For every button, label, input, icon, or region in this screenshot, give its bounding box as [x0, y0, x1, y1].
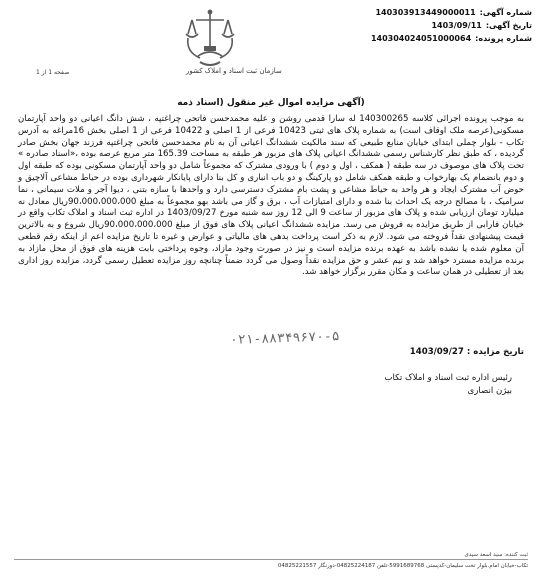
footer-registrar-label: ثبت کننده:	[504, 552, 528, 558]
auction-date-label: تاریخ مزایده :	[466, 347, 524, 357]
footer-address: تکاب-خیابان امام.بلوار تخت سلیمان-کدپستی 5991689768-تلفن 04825224187-دورنگار 04825221557	[277, 563, 528, 569]
notice-date-row	[232, 19, 532, 32]
notice-number: 140303913449000011	[375, 8, 476, 17]
notice-number-row	[232, 6, 532, 19]
judiciary-emblem-icon	[170, 6, 250, 76]
notice-number-label: شماره آگهی:	[479, 8, 532, 17]
case-number-row	[232, 32, 532, 45]
signature-block	[384, 372, 512, 398]
footer-registrar-name: سید اسعد سیدی	[464, 552, 503, 558]
org-name: سازمان ثبت اسناد و املاک کشور	[186, 67, 282, 75]
notice-body: به موجب پرونده اجرائی کلاسه 140300265 له سارا قدمی روشن و علیه محمدحسن فاتحی چراغتپه ، شش دانگ اعیانی دو واحد آپارتمان مسکونی(عرصه ملک اوقاف است) به شماره پلاک های ثبتی 10423 فرعی از 1 اصلی و 10422 فرعی از 1 اصلی بخش 16مراغه به آدرس تکاب - بلوار چملی ابتدای خیابان منابع طبیعی که سند مالکیت ششدانگ اعیانی آن به نام محمدحسن فاتحی چراغتپه فرزند جهان بخش صادر گردیده ، که طبق نظر کارشناس رسمی ششدانگ اعیانی پلاک های مزبور هر طبقه به مساحت 165.39 متر مربع عرصه بوده ،«اسناد صادره » تحت پلاک های موصوف در سه طبقه ( همکف ، اول و دوم ) با ورودی مشترک که مجموعاً شامل دو واحد آپارتمان مسکونی بوده که طبقه اول و دوم بانضمام یک بهارخواب و طبقه همکف شامل دو پارکینگ و دو باب انباری و کل بنا دارای پایانکار شهرداری بوده در حیاط مشاعی آلاچیق و حوض آب مشترک ایجاد و هر واحد به حیاط مشاعی و پشت بام مشترک دسترسی دارد و واحدها با سازه بتنی ، دیوا آجر و ملات سیمانی ، نما سرامیک ، با مصالح درجه یک احداث بنا شده و دارای امتیازات آب ، برق و گاز می باشد بهو مجموعاً به مبلغ 90،000،000،000ریال معادل نه میلیارد تومان ارزیابی شده و پلاک های مزبور از ساعت 9 الی 12 روز سه شنبه مورخ 1403/09/27 در اداره ثبت اسناد و املاک تکاب واقع در خیابان فارابی از طریق مزایده به فروش می رسد. مزایده ششدانگ اعیانی پلاک های فوق از مبلغ 90،000،000،000ریال شروع و به بالاترین قیمت پیشنهادی نقداً فروخته می شود. لازم به ذکر است پرداخت بدهی های مالیاتی و عوارض و غیره تا تاریخ مزایده اعم از اینکه رقم قطعی آن معلوم شده یا نشده باشد به عهده برنده مزایده است و نیز در صورت وجود مازاد، وجوه پرداختی بابت هزینه های فوق از محل مازاد به برنده مزایده مسترد خواهد شد و نیم عشر و حق مزایده نقداً وصول می گردد ضمناً چنانچه روز مزایده تعطیل رسمی گردد، مزایده روز اداری بعد از تعطیلی در همان ساعت و مکان مقرر برگزار خواهد شد.	[18, 114, 525, 278]
auction-date-line	[410, 347, 524, 357]
footer-divider	[14, 559, 528, 560]
page-footer	[14, 551, 528, 570]
notice-meta	[232, 6, 532, 45]
auction-date-value: 1403/09/27	[409, 347, 464, 357]
signer-name: بیژن انصاری	[467, 386, 512, 396]
signer-title: رئیس اداره ثبت اسناد و املاک تکاب	[384, 373, 512, 383]
notice-date: 1403/09/11	[431, 21, 482, 30]
notice-title: (آگهی مزایده اموال غیر منقول (اسناد ذمه	[177, 98, 365, 108]
notice-date-label: تاریخ آگهی:	[485, 21, 532, 30]
footer-registrar-row	[14, 551, 528, 559]
case-number: 140304024051000064	[370, 34, 472, 43]
page-number: صفحه 1 از 1	[36, 69, 70, 76]
case-number-label: شماره پرونده:	[475, 34, 532, 43]
stamped-phone-number: ۰۲۱-۸۸۳۴۹۶۷۰-۵	[229, 329, 340, 348]
